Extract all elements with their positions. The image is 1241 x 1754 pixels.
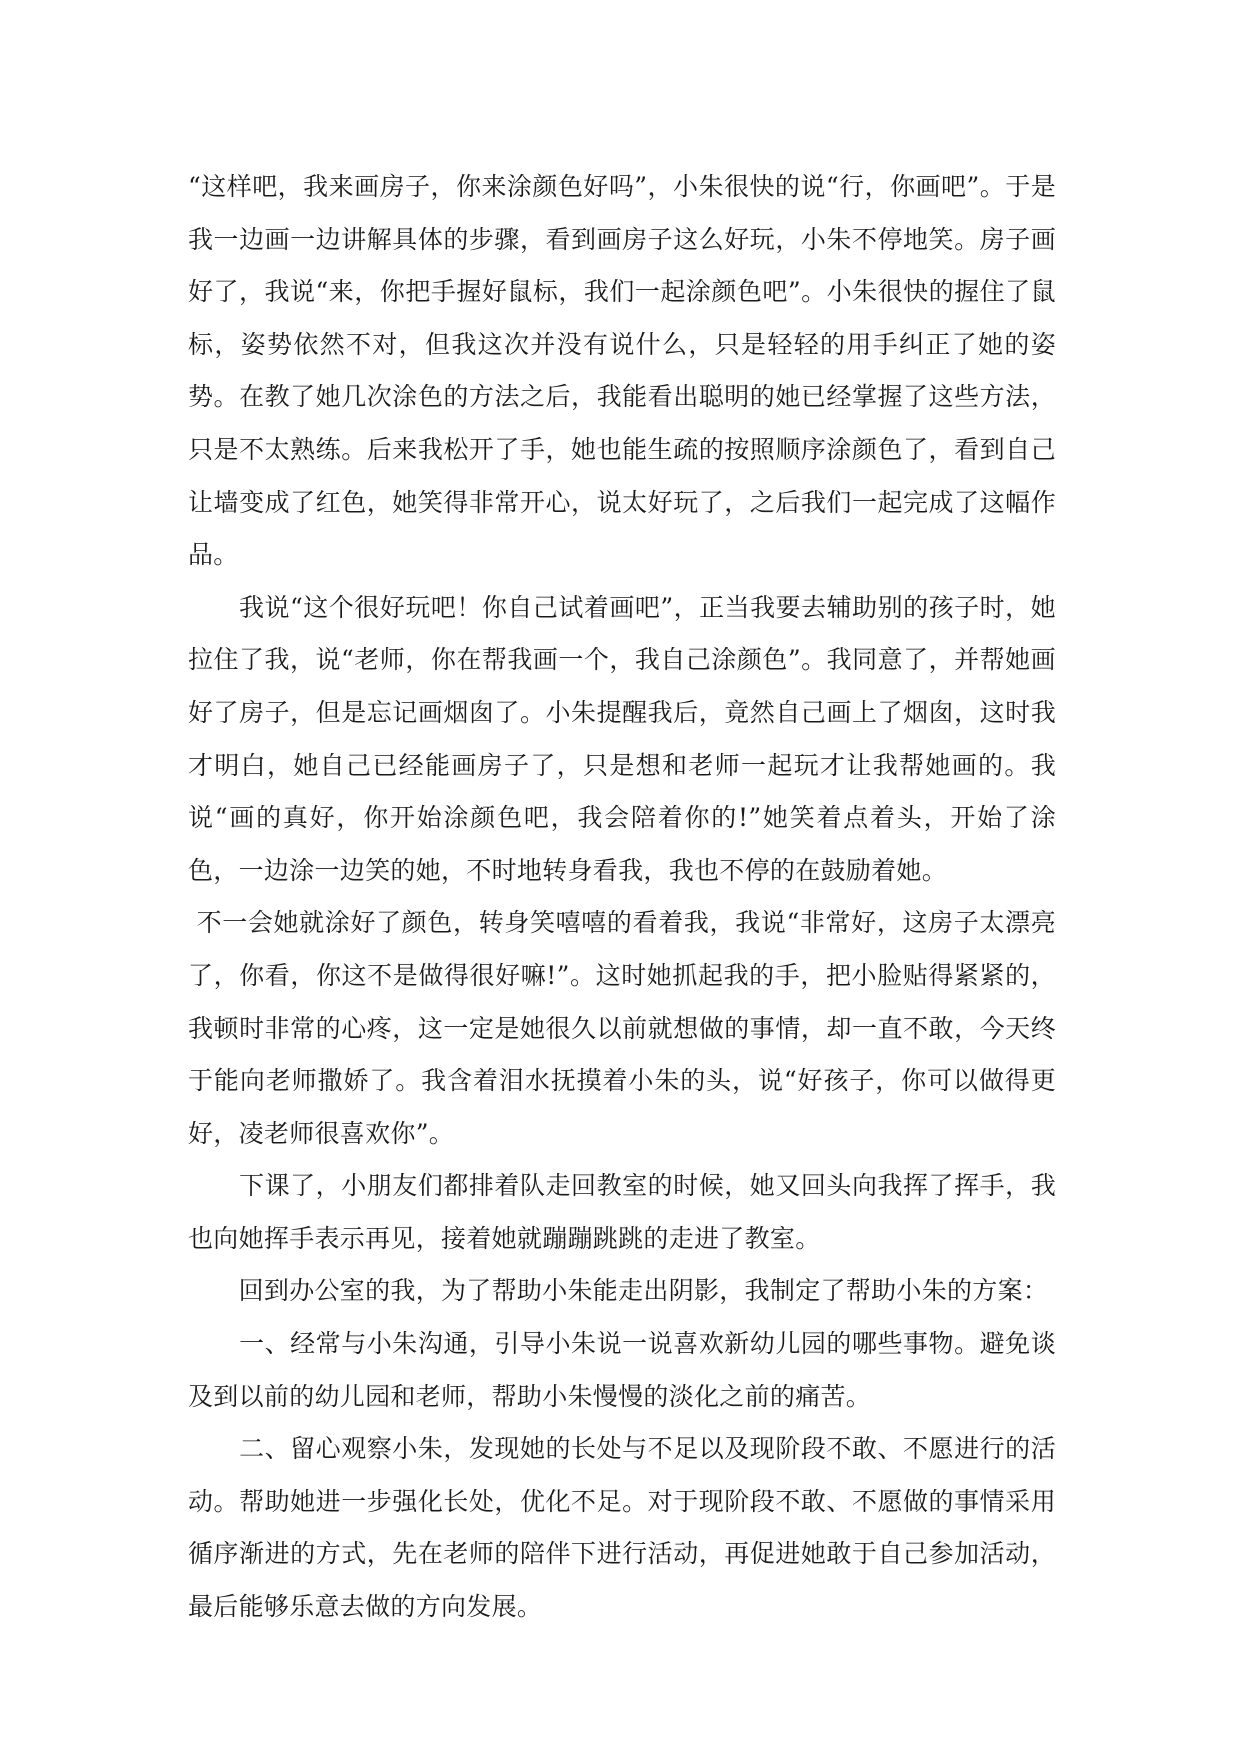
paragraph-4: 下课了，小朋友们都排着队走回教室的时候，她又回头向我挥了挥手，我也向她挥手表示再见，接着她就蹦蹦跳跳的走进了教室。 (188, 1171, 1056, 1253)
paragraph-2: 我说“这个很好玩吧！你自己试着画吧”，正当我要去辅助别的孩子时，她拉住了我，说“老师，你在帮我画一个，我自己涂颜色”。我同意了，并帮她画好了房子，但是忘记画烟囱了。小朱提醒我后，竟然自己画上了烟囱，这时我才明白，她自己已经能画房子了，只是想和老师一起玩才让我帮她画的。我说“画的真好，你开始涂颜色吧，我会陪着你的!”她笑着点着头，开始了涂色，一边涂一边笑的她，不时地转身看我，我也不停的在鼓励着她。 (188, 592, 1056, 885)
paragraph-5: 回到办公室的我，为了帮助小朱能走出阴影，我制定了帮助小朱的方案： (188, 1276, 1049, 1306)
paragraph-6: 一、经常与小朱沟通，引导小朱说一说喜欢新幼儿园的哪些事物。避免谈及到以前的幼儿园和老师，帮助小朱慢慢的淡化之前的痛苦。 (188, 1329, 1056, 1411)
paragraph-1: “这样吧，我来画房子，你来涂颜色好吗”，小朱很快的说“行，你画吧”。于是我一边画一边讲解具体的步骤，看到画房子这么好玩，小朱不停地笑。房子画好了，我说“来，你把手握好鼠标，我们一起涂颜色吧”。小朱很快的握住了鼠标，姿势依然不对，但我这次并没有说什么，只是轻轻的用手纠正了她的姿势。在教了她几次涂色的方法之后，我能看出聪明的她已经掌握了这些方法，只是不太熟练。后来我松开了手，她也能生疏的按照顺序涂颜色了，看到自己让墙变成了红色，她笑得非常开心，说太好玩了，之后我们一起完成了这幅作品。 (188, 172, 1056, 570)
document-body (188, 161, 1056, 1634)
paragraph-7: 二、留心观察小朱，发现她的长处与不足以及现阶段不敢、不愿进行的活动。帮助她进一步强化长处，优化不足。对于现阶段不敢、不愿做的事情采用循序渐进的方式，先在老师的陪伴下进行活动，再促进她敢于自己参加活动，最后能够乐意去做的方向发展。 (188, 1434, 1056, 1622)
paragraph-3: 不一会她就涂好了颜色，转身笑嘻嘻的看着我，我说“非常好，这房子太漂亮了，你看，你这不是做得很好嘛!”。这时她抓起我的手，把小脸贴得紧紧的，我顿时非常的心疼，这一定是她很久以前就想做的事情，却一直不敢，今天终于能向老师撒娇了。我含着泪水抚摸着小朱的头，说“好孩子，你可以做得更好，凌老师很喜欢你”。 (188, 908, 1056, 1148)
